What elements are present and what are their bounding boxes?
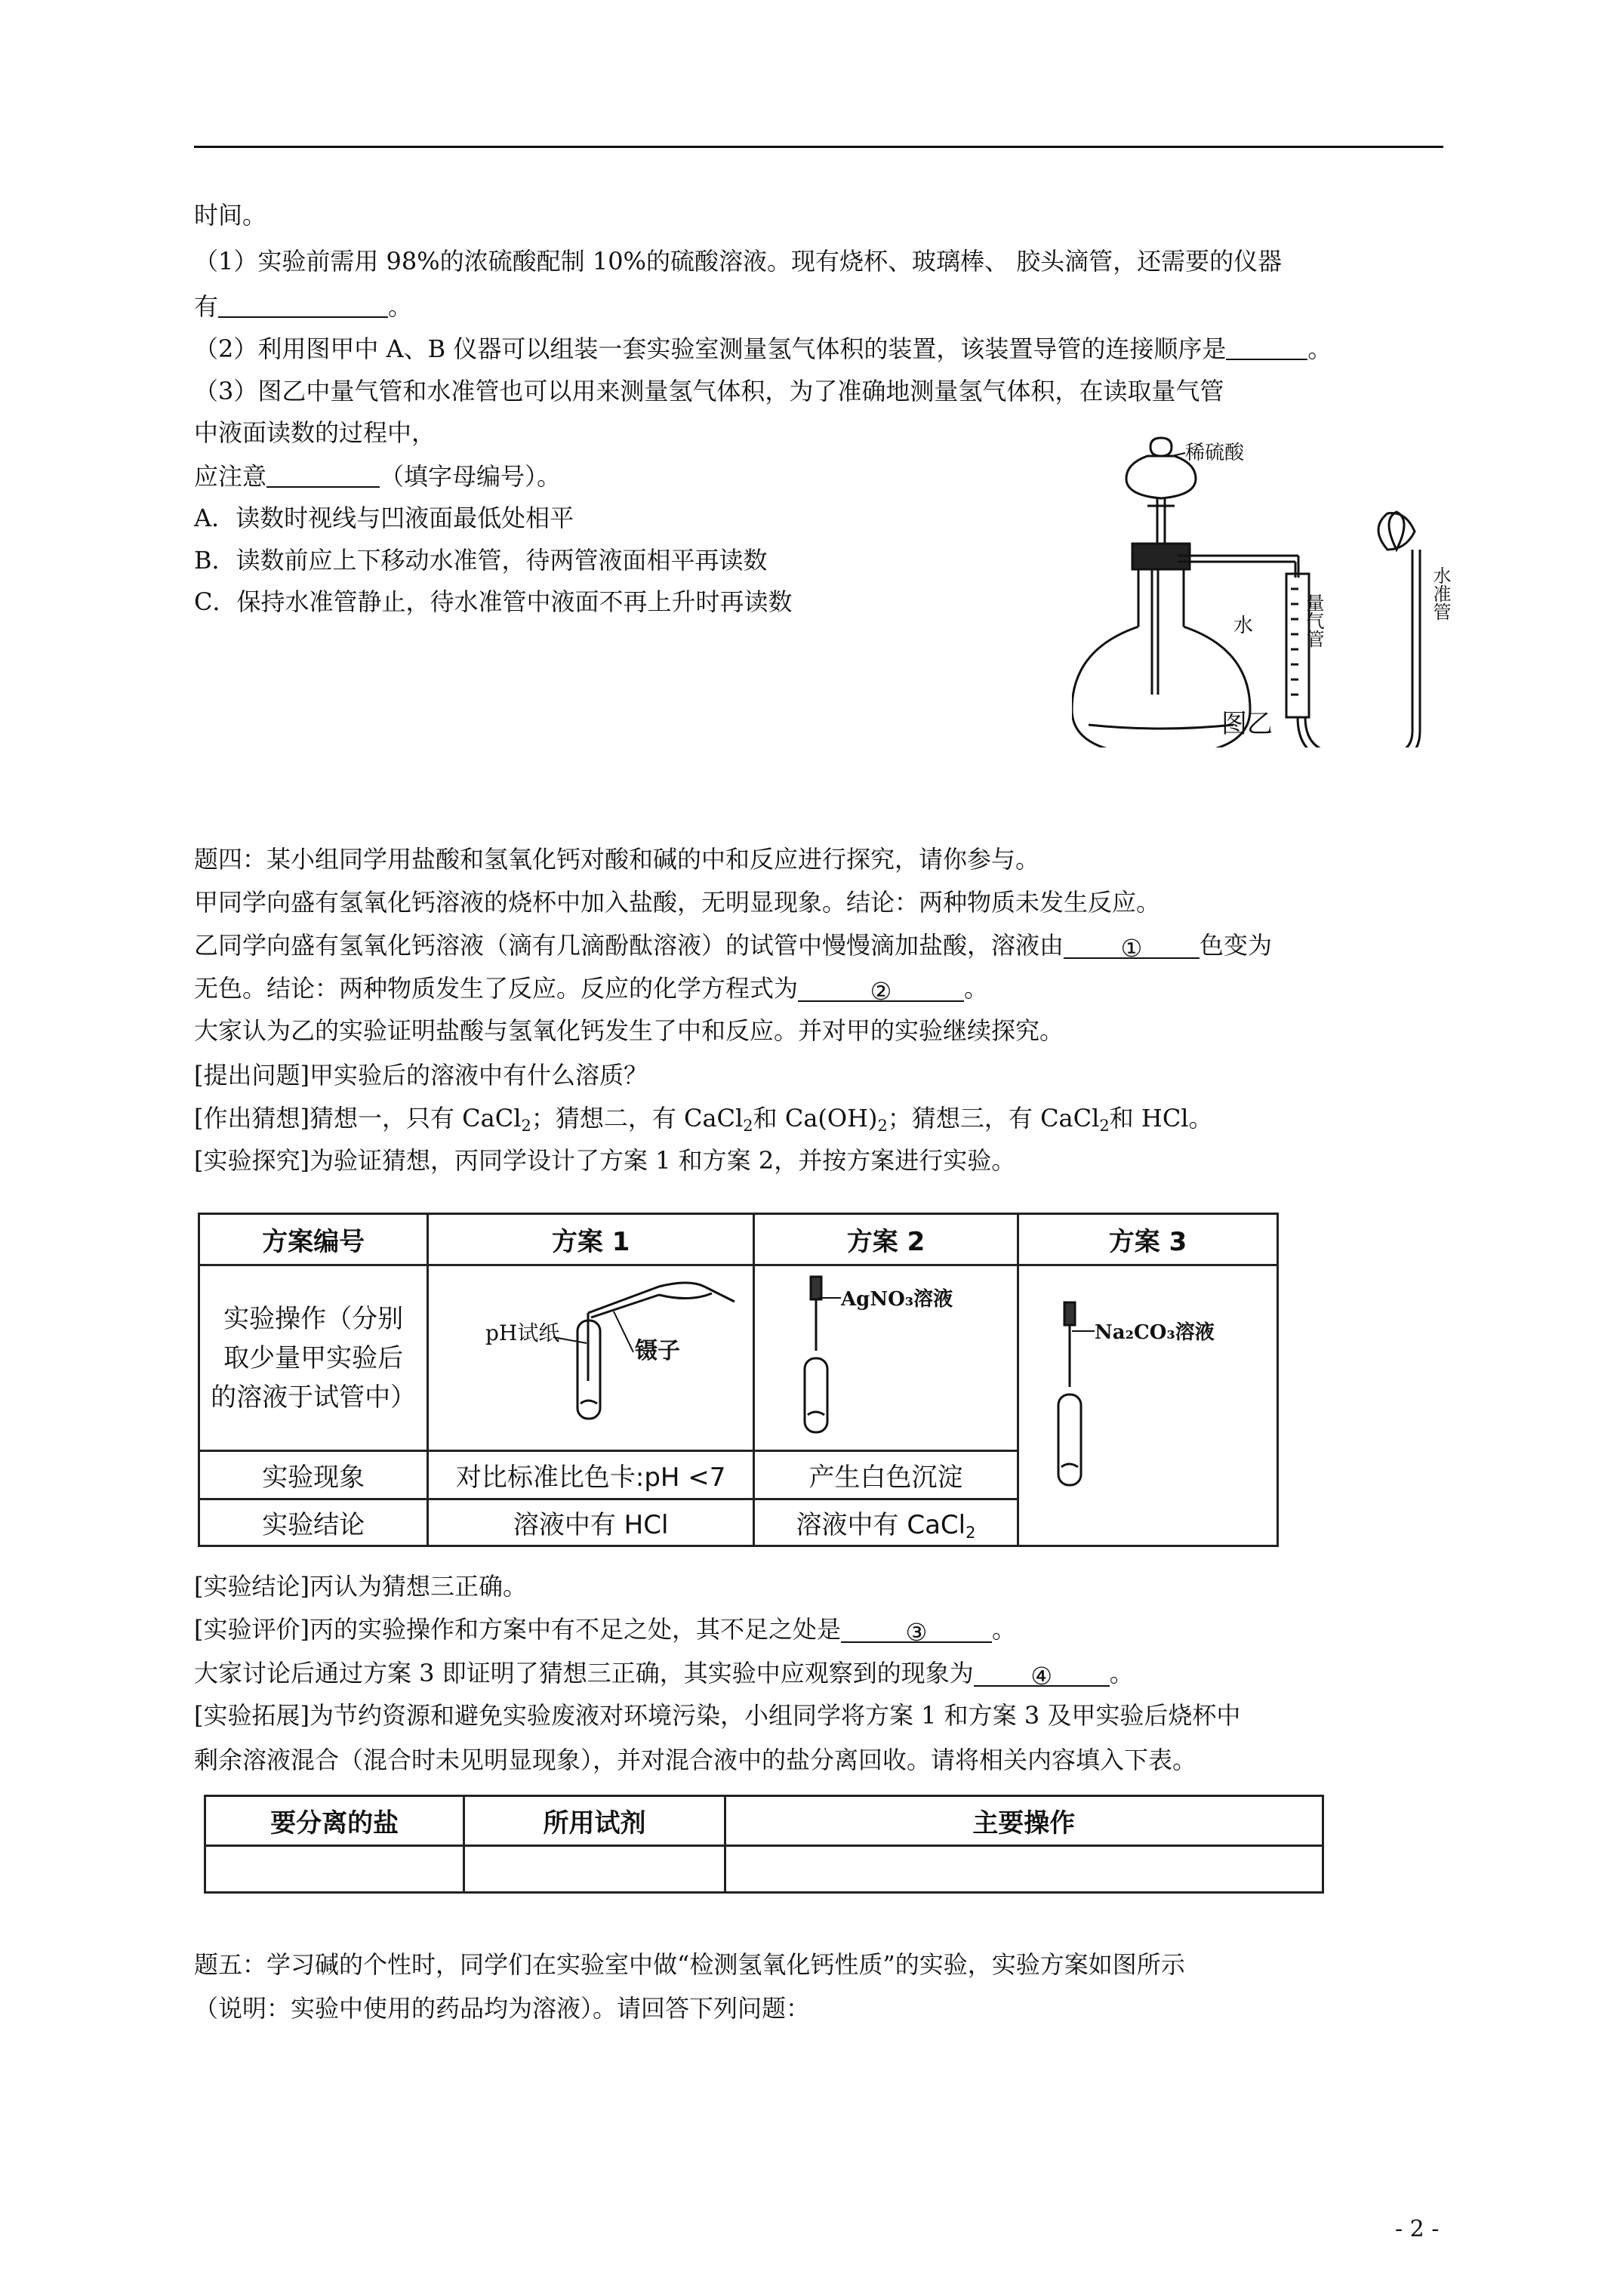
text-line: 题五：学习碱的个性时，同学们在实验室中做“检测氢氧化钙性质”的实验，实验方案如图所示	[194, 1950, 1185, 1979]
table-cell-plan3-diagram	[1018, 1265, 1277, 1546]
option-b: B．读数前应上下移动水准管，待两管液面相平再读数	[194, 546, 768, 575]
figure-label-water: 水	[1233, 615, 1254, 637]
separation-table	[204, 1795, 1324, 1894]
text-line: [实验评价]丙的实验操作和方案中有不足之处，其不足之处是 ③ 。	[194, 1615, 1016, 1647]
label-tweezers: 镊子	[634, 1338, 680, 1364]
text-line: 中液面读数的过程中，	[194, 418, 436, 447]
text-line: （说明：实验中使用的药品均为溶液）。请回答下列问题：	[194, 1994, 811, 2023]
option-a: A．读数时视线与凹液面最低处相平	[194, 504, 574, 532]
text-line: 大家认为乙的实验证明盐酸与氢氧化钙发生了中和反应。并对甲的实验继续探究。	[194, 1016, 1064, 1045]
table-input-cell[interactable]	[725, 1846, 1323, 1893]
text-line: 大家讨论后通过方案 3 即证明了猜想三正确，其实验中应观察到的现象为 ④ 。	[194, 1659, 1134, 1690]
table-input-cell[interactable]	[464, 1846, 725, 1893]
table-header: 要分离的盐	[205, 1796, 464, 1846]
text-line: 时间。	[194, 201, 267, 230]
plan1-illustration	[433, 1268, 750, 1441]
text-line: [实验探究]为验证猜想，丙同学设计了方案 1 和方案 2，并按方案进行实验。	[194, 1146, 1016, 1175]
page-number: - 2 -	[1395, 2216, 1440, 2242]
text-line: （2）利用图甲中 A、B 仪器可以组装一套实验室测量氢气体积的装置，该装置导管的连接顺序是 。	[194, 334, 1332, 363]
answer-blank-4[interactable]: ④	[974, 1661, 1110, 1687]
figure-caption: 图乙	[1221, 709, 1273, 739]
text-line: [实验拓展]为节约资源和避免实验废液对环境污染，小组同学将方案 1 和方案 3 及甲实验后烧杯中	[194, 1701, 1241, 1730]
table-input-cell[interactable]	[205, 1846, 464, 1893]
table-header: 方案 2	[754, 1214, 1018, 1265]
text-line: 无色。结论：两种物质发生了反应。反应的化学方程式为 ② 。	[194, 974, 989, 1006]
text-line: 甲同学向盛有氢氧化钙溶液的烧杯中加入盐酸，无明显现象。结论：两种物质未发生反应。	[194, 888, 1161, 917]
experiment-table	[198, 1213, 1279, 1547]
table-cell-plan1-diagram	[428, 1265, 754, 1451]
plan3-illustration	[1019, 1266, 1276, 1515]
header-rule	[194, 146, 1443, 148]
table-cell: 实验结论	[199, 1499, 428, 1546]
text-line: 题四：某小组同学用盐酸和氢氧化钙对酸和碱的中和反应进行探究，请你参与。	[194, 845, 1040, 874]
table-cell-plan2-diagram	[754, 1265, 1018, 1451]
table-header: 所用试剂	[464, 1796, 725, 1846]
table-header: 主要操作	[725, 1796, 1323, 1846]
answer-blank[interactable]	[266, 462, 380, 488]
table-header: 方案编号	[199, 1214, 428, 1265]
answer-blank-1[interactable]: ①	[1064, 933, 1200, 959]
text-line: [作出猜想]猜想一，只有 CaCl$_2$；猜想二，有 CaCl$_2$和 $Ca(OH)_2$；猜想三，有 CaCl$_2$和 HCl。	[194, 1104, 1213, 1135]
label-agno3: AgNO₃溶液	[840, 1288, 953, 1311]
table-cell: 实验操作（分别 取少量甲实验后 的溶液于试管中）	[199, 1265, 428, 1451]
table-cell: 溶液中有 CaCl$_2$	[754, 1499, 1018, 1546]
answer-blank-2[interactable]: ②	[798, 976, 964, 1002]
figure-label-level-tube: 水准管	[1430, 566, 1451, 621]
plan2-illustration	[758, 1268, 1015, 1441]
table-header: 方案 3	[1018, 1214, 1277, 1265]
text-line: 有 。	[194, 292, 413, 321]
text-line: [提出问题]甲实验后的溶液中有什么溶质？	[194, 1061, 648, 1089]
text-line: 剩余溶液混合（混合时未见明显现象），并对混合液中的盐分离回收。请将相关内容填入下表。	[194, 1746, 1197, 1774]
table-header: 方案 1	[428, 1214, 754, 1265]
table-cell: 产生白色沉淀	[754, 1451, 1018, 1499]
figure-apparatus	[1072, 423, 1464, 747]
text-line: （1）实验前需用 98%的浓硫酸配制 10%的硫酸溶液。现有烧杯、玻璃棒、 胶头滴管，还需要的仪器	[194, 247, 1283, 276]
table-cell: 实验现象	[199, 1451, 428, 1499]
label-na2co3: Na₂CO₃溶液	[1095, 1321, 1215, 1344]
table-cell: 对比标准比色卡:pH <7	[428, 1451, 754, 1499]
text-line: 应注意 （填字母编号）。	[194, 462, 562, 491]
figure-label-gas-tube: 量气管	[1303, 593, 1324, 648]
option-c: C．保持水准管静止，待水准管中液面不再上升时再读数	[194, 587, 793, 616]
text-line: （3）图乙中量气管和水准管也可以用来测量氢气体积，为了准确地测量氢气体积，在读取量气管	[194, 377, 1224, 405]
text-line: [实验结论]丙认为猜想三正确。	[194, 1572, 527, 1601]
text-line: 乙同学向盛有氢氧化钙溶液（滴有几滴酚酞溶液）的试管中慢慢滴加盐酸，溶液由 ① 色变为	[194, 931, 1273, 963]
answer-blank[interactable]	[1226, 334, 1307, 360]
answer-blank-3[interactable]: ③	[841, 1617, 992, 1643]
figure-label-acid: 稀硫酸	[1185, 442, 1245, 464]
answer-blank[interactable]	[218, 292, 388, 318]
label-ph-paper: pH试纸	[485, 1321, 559, 1345]
table-cell: 溶液中有 HCl	[428, 1499, 754, 1546]
